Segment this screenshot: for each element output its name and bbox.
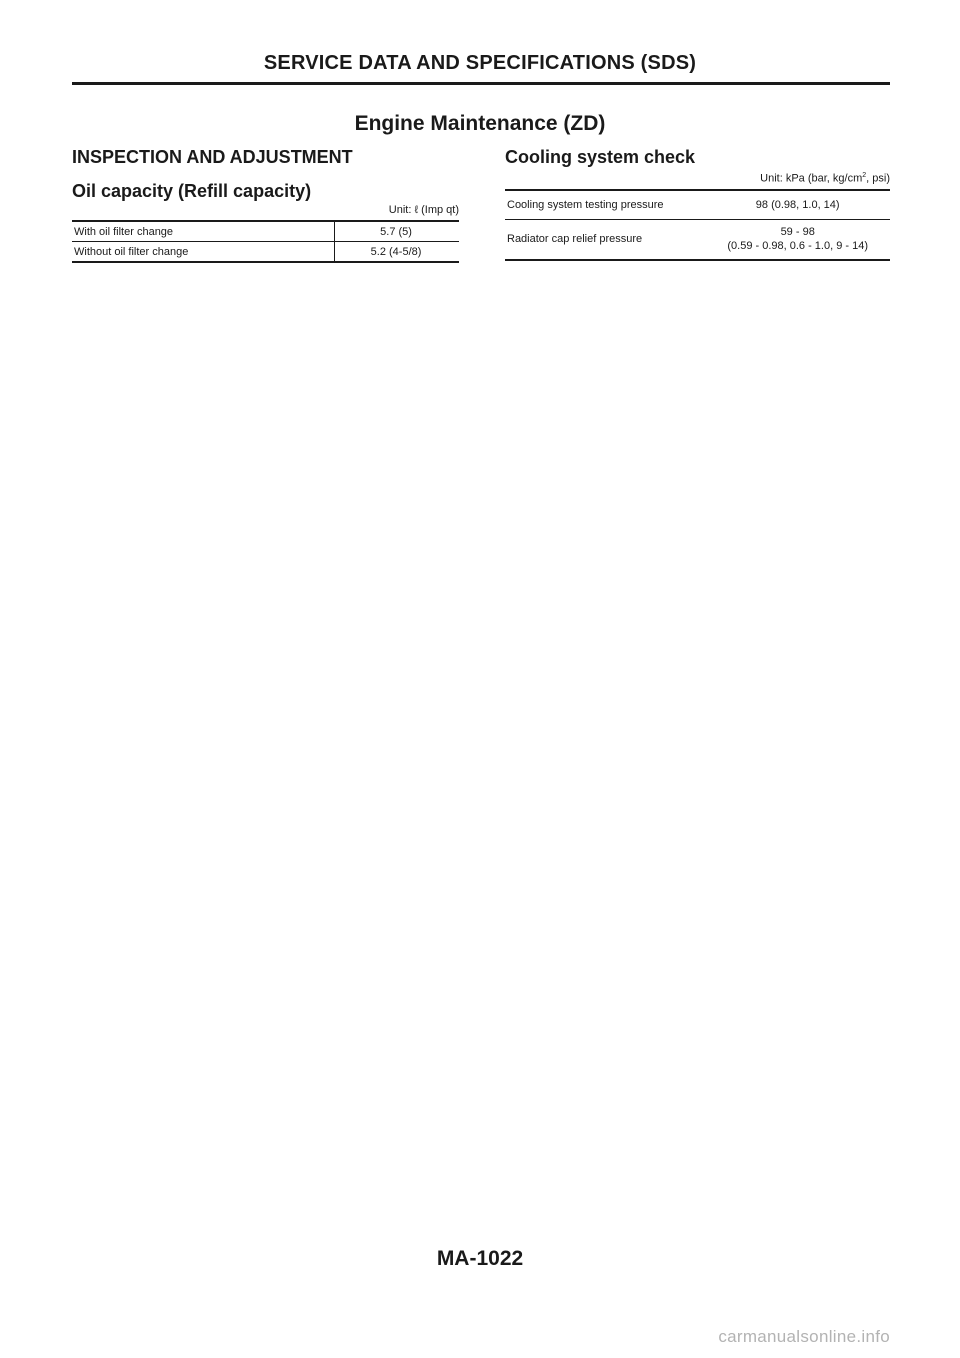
page-code: MA-1022 <box>436 1247 524 1270</box>
right-column <box>505 146 890 261</box>
row-value: 5.7 (5) <box>335 221 459 242</box>
table-row <box>72 242 459 263</box>
oil-capacity-unit <box>72 203 459 217</box>
oil-capacity-heading: Oil capacity (Refill capacity) <box>72 181 312 201</box>
oil-capacity-table <box>72 220 459 263</box>
unit-prefix: Unit: kPa (bar, kg/cm <box>760 172 863 185</box>
unit-superscript: 2 <box>862 172 867 179</box>
page-header-title: SERVICE DATA AND SPECIFICATIONS (SDS) <box>263 52 697 74</box>
row-value <box>707 219 890 260</box>
value-line-1: 59 - 98 <box>780 226 815 239</box>
table-row <box>72 221 459 242</box>
unit-suffix: (Imp qt) <box>418 204 459 216</box>
row-value <box>707 190 890 220</box>
cooling-system-heading: Cooling system check <box>505 147 696 167</box>
table-row <box>505 190 890 220</box>
left-column <box>72 146 459 263</box>
row-label: Cooling system testing pressure <box>507 198 664 211</box>
liter-symbol-icon: ℓ <box>414 204 419 216</box>
header-rule <box>72 82 890 85</box>
value-line-1: 98 (0.98, 1.0, 14) <box>755 198 840 211</box>
cooling-system-table <box>505 189 890 261</box>
value-line-2: (0.59 - 0.98, 0.6 - 1.0, 9 - 14) <box>727 240 868 253</box>
cooling-system-unit <box>505 169 890 186</box>
table-row <box>505 219 890 260</box>
row-label: Without oil filter change <box>72 242 335 263</box>
page-title: Engine Maintenance (ZD) <box>354 112 606 135</box>
watermark: carmanualsonline.info <box>718 1327 890 1346</box>
row-label: Radiator cap relief pressure <box>505 219 707 260</box>
section-heading: INSPECTION AND ADJUSTMENT <box>72 147 353 167</box>
row-value: 5.2 (4-5/8) <box>335 242 459 263</box>
unit-prefix: Unit: <box>388 204 415 216</box>
row-label: With oil filter change <box>74 225 174 238</box>
unit-suffix: , psi) <box>866 172 890 185</box>
